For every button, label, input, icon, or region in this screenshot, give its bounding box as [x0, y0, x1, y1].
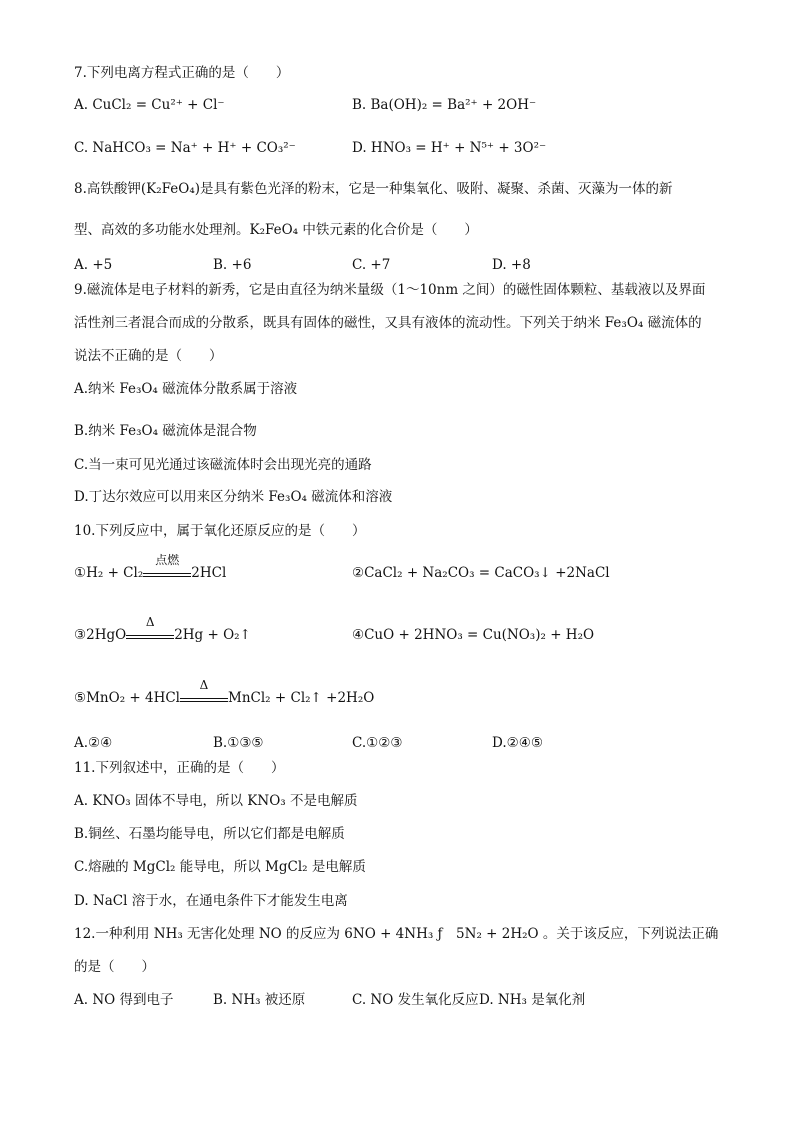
reaction-3 — [74, 615, 251, 644]
reaction-5 — [74, 678, 375, 707]
question-10-option-b: B.①③⑤ — [213, 735, 264, 751]
question-12-option-b: B. NH₃ 被还原 — [213, 992, 306, 1008]
question-12-stem-line-2: 的是（ ） — [74, 959, 155, 975]
question-11-option-b: B.铜丝、石墨均能导电，所以它们都是电解质 — [74, 826, 345, 842]
question-8-stem-line-1: 8.高铁酸钾(K₂FeO₄)是具有紫色光泽的粉末，它是一种集氧化、吸附、凝聚、杀菌、灭藻为一体的新 — [74, 181, 673, 197]
reaction-5-double-line — [180, 678, 228, 702]
question-7-stem: 7.下列电离方程式正确的是（ ） — [74, 65, 290, 81]
question-8-option-c: C. +7 — [352, 257, 391, 273]
reaction-5-condition: Δ — [199, 678, 209, 692]
reaction-1-reactants: ①H₂ + Cl₂ — [74, 565, 144, 581]
question-12-stem-line-1: 12.一种利用 NH₃ 无害化处理 NO 的反应为 6NO + 4NH₃ ƒ 5N₂ + 2H₂O 。关于该反应，下列说法正确 — [74, 926, 719, 942]
question-8-option-b: B. +6 — [213, 257, 252, 273]
question-8-option-a: A. +5 — [74, 257, 113, 273]
reaction-3-double-line — [126, 615, 174, 639]
question-10-option-a: A.②④ — [74, 735, 113, 751]
reaction-1-double-line — [143, 553, 191, 577]
question-9-option-a: A.纳米 Fe₃O₄ 磁流体分散系属于溶液 — [74, 381, 298, 397]
question-9-option-c: C.当一束可见光通过该磁流体时会出现光亮的通路 — [74, 457, 372, 473]
reaction-3-reactants: ③2HgO — [74, 627, 127, 643]
question-11-option-a: A. KNO₃ 固体不导电，所以 KNO₃ 不是电解质 — [74, 793, 358, 809]
question-7-option-d: D. HNO₃ = H⁺ + N⁵⁺ + 3O²⁻ — [352, 140, 547, 156]
question-11-stem: 11.下列叙述中，正确的是（ ） — [74, 760, 285, 776]
question-12-option-d: D. NH₃ 是氧化剂 — [479, 992, 586, 1008]
question-9-stem-line-3: 说法不正确的是（ ） — [74, 348, 223, 364]
question-12-option-a: A. NO 得到电子 — [74, 992, 174, 1008]
reaction-1-products: 2HCl — [191, 565, 227, 581]
question-11-option-d: D. NaCl 溶于水，在通电条件下才能发生电离 — [74, 893, 348, 909]
question-7-option-a: A. CuCl₂ = Cu²⁺ + Cl⁻ — [74, 97, 225, 113]
question-9-stem-line-2: 活性剂三者混合而成的分散系，既具有固体的磁性，又具有液体的流动性。下列关于纳米 Fe₃O₄ 磁流体的 — [74, 315, 702, 331]
question-10-option-c: C.①②③ — [352, 735, 403, 751]
question-8-stem-line-2: 型、高效的多功能水处理剂。K₂FeO₄ 中铁元素的化合价是（ ） — [74, 222, 478, 238]
question-8-option-d: D. +8 — [492, 257, 531, 273]
reaction-4: ④CuO + 2HNO₃ = Cu(NO₃)₂ + H₂O — [352, 627, 595, 643]
question-12-option-c: C. NO 发生氧化反应 — [352, 992, 479, 1008]
question-9-stem-line-1: 9.磁流体是电子材料的新秀，它是由直径为纳米量级（1～10nm 之间）的磁性固体颗粒、基载液以及界面 — [74, 282, 706, 298]
reaction-1 — [74, 553, 227, 582]
question-10-option-d: D.②④⑤ — [492, 735, 543, 751]
question-7-option-c: C. NaHCO₃ = Na⁺ + H⁺ + CO₃²⁻ — [74, 140, 296, 156]
question-11-option-c: C.熔融的 MgCl₂ 能导电，所以 MgCl₂ 是电解质 — [74, 859, 366, 875]
reaction-3-products: 2Hg + O₂↑ — [174, 627, 251, 643]
reaction-5-reactants: ⑤MnO₂ + 4HCl — [74, 690, 181, 706]
reaction-5-products: MnCl₂ + Cl₂↑ +2H₂O — [228, 690, 375, 706]
question-9-option-b: B.纳米 Fe₃O₄ 磁流体是混合物 — [74, 423, 257, 439]
question-9-option-d: D.丁达尔效应可以用来区分纳米 Fe₃O₄ 磁流体和溶液 — [74, 489, 393, 505]
question-10-stem: 10.下列反应中，属于氧化还原反应的是（ ） — [74, 523, 366, 539]
reaction-1-condition: 点燃 — [155, 553, 180, 567]
question-7-option-b: B. Ba(OH)₂ = Ba²⁺ + 2OH⁻ — [352, 97, 537, 113]
reaction-3-condition: Δ — [145, 615, 155, 629]
reaction-2: ②CaCl₂ + Na₂CO₃ = CaCO₃↓ +2NaCl — [352, 565, 610, 581]
